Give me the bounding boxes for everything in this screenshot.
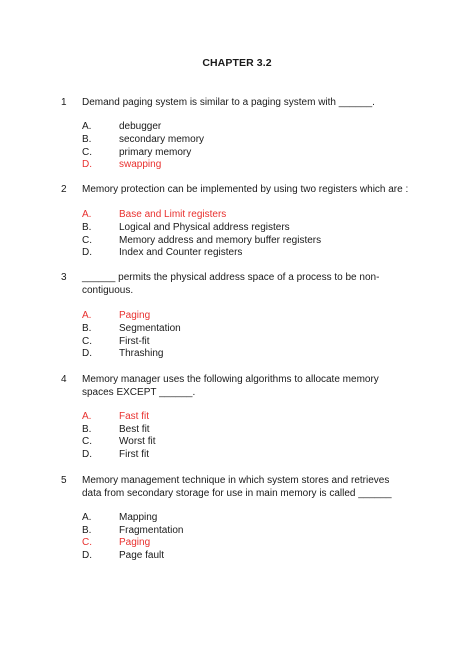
option-text: Paging — [119, 310, 151, 321]
option-letter: A. — [82, 121, 92, 132]
option-letter: C. — [82, 147, 92, 158]
question-text: Demand paging system is similar to a paging system with ______. — [82, 97, 375, 108]
option-text: First-fit — [119, 336, 150, 347]
option-2a — [0, 208, 474, 221]
question-number: 3 — [61, 272, 67, 283]
option-2b — [0, 221, 474, 234]
option-letter: B. — [82, 525, 92, 536]
option-text: Index and Counter registers — [119, 247, 243, 258]
question-number: 4 — [61, 374, 67, 385]
option-letter: B. — [82, 323, 92, 334]
question-text: Memory manager uses the following algorithms to allocate memory spaces EXCEPT ______. — [82, 374, 379, 398]
option-letter: B. — [82, 222, 92, 233]
option-3d — [0, 347, 474, 360]
option-text: debugger — [119, 121, 162, 132]
question-number: 1 — [61, 97, 67, 108]
option-4d — [0, 448, 474, 461]
question-number: 5 — [61, 475, 67, 486]
option-2d — [0, 246, 474, 259]
option-4a — [0, 410, 474, 423]
option-text: Fast fit — [119, 411, 150, 422]
page-title: CHAPTER 3.2 — [202, 57, 272, 69]
option-letter: A. — [82, 512, 92, 523]
option-letter: D. — [82, 449, 92, 460]
option-letter: A. — [82, 209, 92, 220]
option-4c — [0, 435, 474, 448]
option-letter: C. — [82, 537, 92, 548]
question-text: Memory management technique in which system stores and retrieves data from secondary storage for use in main memory is called ______ — [82, 475, 392, 499]
question-text: ______ permits the physical address space of a process to be non-contiguous. — [82, 272, 380, 296]
option-letter: D. — [82, 159, 92, 170]
option-letter: C. — [82, 336, 92, 347]
option-3a — [0, 309, 474, 322]
option-1a — [0, 120, 474, 133]
option-1b — [0, 133, 474, 146]
option-text: Worst fit — [119, 436, 156, 447]
option-letter: D. — [82, 550, 92, 561]
option-letter: B. — [82, 134, 92, 145]
question-number: 2 — [61, 184, 67, 195]
option-letter: C. — [82, 436, 92, 447]
option-letter: D. — [82, 247, 92, 258]
option-letter: C. — [82, 235, 92, 246]
option-text: Logical and Physical address registers — [119, 222, 290, 233]
option-text: Paging — [119, 537, 151, 548]
option-text: Best fit — [119, 424, 150, 435]
option-text: Fragmentation — [119, 525, 184, 536]
option-letter: A. — [82, 411, 92, 422]
option-5a — [0, 511, 474, 524]
option-text: Segmentation — [119, 323, 181, 334]
option-text: Base and Limit registers — [119, 209, 227, 220]
option-5d — [0, 549, 474, 562]
question-text: Memory protection can be implemented by using two registers which are : — [82, 184, 409, 195]
option-letter: D. — [82, 348, 92, 359]
option-text: primary memory — [119, 147, 192, 158]
option-5c — [0, 536, 474, 549]
option-text: Thrashing — [119, 348, 164, 359]
option-text: Page fault — [119, 550, 165, 561]
option-text: Memory address and memory buffer registers — [119, 235, 322, 246]
option-text: swapping — [119, 159, 162, 170]
option-text: First fit — [119, 449, 149, 460]
option-1d — [0, 158, 474, 171]
option-3b — [0, 322, 474, 335]
option-letter: A. — [82, 310, 92, 321]
option-letter: B. — [82, 424, 92, 435]
option-text: Mapping — [119, 512, 158, 523]
option-text: secondary memory — [119, 134, 205, 145]
